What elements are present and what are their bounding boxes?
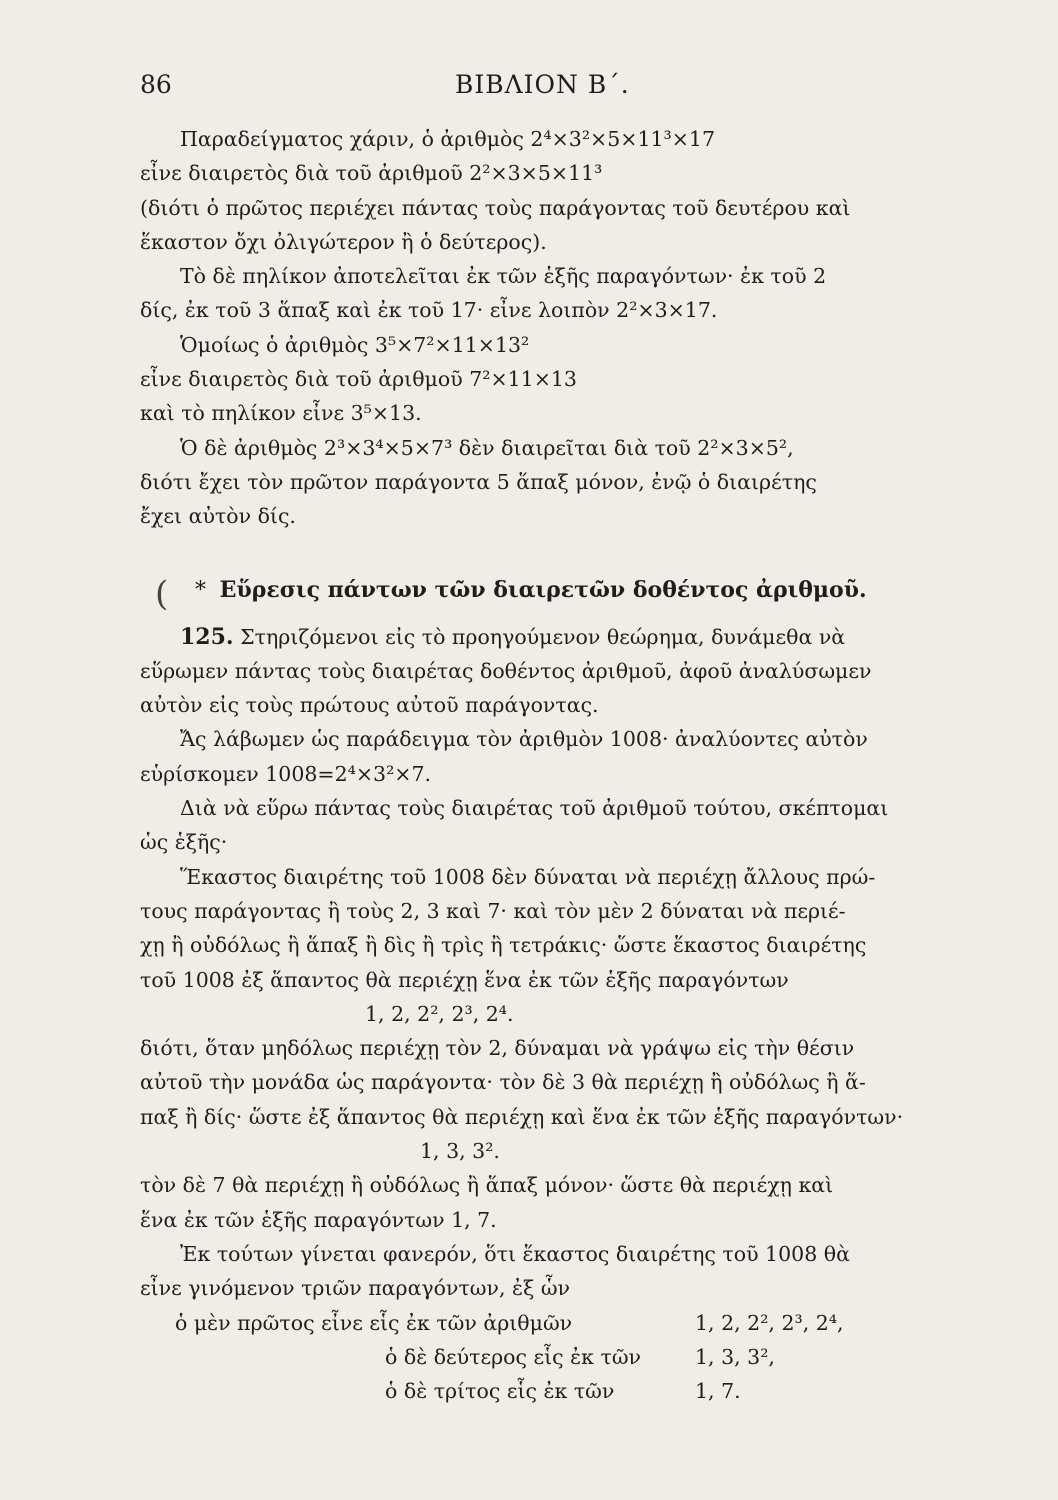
text-line: Τὸ δὲ πηλίκον ἀποτελεῖται ἐκ τῶν ἑξῆς παραγόντων· ἐκ τοῦ 2 [180, 264, 827, 289]
text-line: εἶνε γινόμενον τριῶν παραγόντων, ἐξ ὧν [140, 1276, 571, 1301]
text-line: εὕρωμεν πάντας τοὺς διαιρέτας δοθέντος ἀριθμοῦ, ἀφοῦ ἀναλύσωμεν [140, 658, 872, 683]
text-line: τὸν δὲ 7 θὰ περιέχῃ ἢ οὐδόλως ἢ ἅπαξ μόνον· ὥστε θὰ περιέχῃ καὶ [140, 1173, 834, 1198]
table-row-values: 1, 7. [695, 1379, 741, 1404]
table-row-values: 1, 3, 3², [695, 1344, 775, 1369]
text-line: παξ ἢ δίς· ὥστε ἐξ ἅπαντος θὰ περιέχῃ καὶ ἕνα ἐκ τῶν ἑξῆς παραγόντων· [140, 1104, 904, 1129]
paragraph-each-divisor [140, 860, 970, 997]
section-heading [140, 560, 970, 620]
section-star: * [195, 577, 206, 603]
body-text [140, 122, 970, 1408]
section-title: Εὕρεσις πάντων τῶν διαιρετῶν δοθέντος ἀριθμοῦ. [219, 576, 867, 603]
paragraph-example-1008 [140, 722, 970, 791]
paragraph-quotient [140, 259, 970, 328]
text-line: (διότι ὁ πρῶτος περιέχει πάντας τοὺς παράγοντας τοῦ δευτέρου καὶ [140, 195, 851, 220]
text-line: καὶ τὸ πηλίκον εἶνε 3⁵×13. [140, 401, 422, 426]
margin-bracket: ( [155, 573, 169, 614]
table-row-label: ὁ δὲ δεύτερος εἷς ἐκ τῶν [385, 1344, 641, 1369]
text-line: τους παράγοντας ἢ τοὺς 2, 3 καὶ 7· καὶ τὸν μὲν 2 δύναται νὰ περιέ- [140, 898, 846, 923]
table-row-label: ὁ μὲν πρῶτος εἶνε εἷς ἐκ τῶν ἀριθμῶν [175, 1310, 573, 1335]
text-line: Ὁ δὲ ἀριθμὸς 2³×3⁴×5×7³ δὲν διαιρεῖται διὰ τοῦ 2²×3×5², [180, 435, 794, 460]
paragraph-because [140, 1031, 970, 1134]
text-line: Ἐκ τούτων γίνεται φανερόν, ὅτι ἕκαστος διαιρέτης τοῦ 1008 θὰ [180, 1241, 850, 1266]
table-row [140, 1374, 970, 1408]
text-line: διότι, ὅταν μηδόλως περιέχῃ τὸν 2, δύναμαι νὰ γράψω εἰς τὴν θέσιν [140, 1036, 855, 1061]
text-line: εὑρίσκομεν 1008=2⁴×3²×7. [140, 761, 432, 786]
text-line: εἶνε διαιρετὸς διὰ τοῦ ἀριθμοῦ 2²×3×5×11³ [140, 161, 603, 186]
text-line: ἕκαστον ὄχι ὀλιγώτερον ἢ ὁ δεύτερος). [140, 229, 547, 254]
paragraph-counterexample [140, 431, 970, 534]
text-line: Διὰ νὰ εὕρω πάντας τοὺς διαιρέτας τοῦ ἀριθμοῦ τούτου, σκέπτομαι [180, 796, 889, 821]
paragraph-seven [140, 1168, 970, 1237]
paragraph-125 [140, 620, 970, 723]
text-line: χῃ ἢ οὐδόλως ἢ ἅπαξ ἢ δὶς ἢ τρὶς ἢ τετράκις· ὥστε ἕκαστος διαιρέτης [140, 933, 867, 958]
text-line: Ὁμοίως ὁ ἀριθμὸς 3⁵×7²×11×13² [180, 332, 530, 357]
text-line: διότι ἔχει τὸν πρῶτον παράγοντα 5 ἅπαξ μόνον, ἐνῷ ὁ διαιρέτης [140, 469, 817, 494]
text-line: ἔχει αὐτὸν δίς. [140, 504, 296, 529]
table-row [140, 1306, 970, 1340]
factor-list-two: 1, 2, 2², 2³, 2⁴. [365, 1001, 514, 1026]
paragraph-number: 125. [180, 623, 234, 650]
paragraph-reasoning [140, 791, 970, 860]
page-header [140, 70, 970, 110]
text-line: ἕνα ἐκ τῶν ἑξῆς παραγόντων 1, 7. [140, 1207, 497, 1232]
running-head: ΒΙΒΛΙΟΝ Β΄. [455, 70, 630, 99]
text-line: αὐτοῦ τὴν μονάδα ὡς παράγοντα· τὸν δὲ 3 θὰ περιέχῃ ἢ οὐδόλως ἢ ἅ- [140, 1070, 866, 1095]
page-number: 86 [140, 70, 172, 99]
text-line: Παραδείγματος χάριν, ὁ ἀριθμὸς 2⁴×3²×5×11³×17 [180, 127, 716, 151]
text-line: Ἕκαστος διαιρέτης τοῦ 1008 δὲν δύναται νὰ περιέχῃ ἄλλους πρώ- [180, 864, 876, 889]
text-line: Ἄς λάβωμεν ὡς παράδειγμα τὸν ἀριθμὸν 1008· ἀναλύοντες αὐτὸν [180, 727, 868, 752]
text-line: αὐτὸν εἰς τοὺς πρώτους αὐτοῦ παράγοντας. [140, 693, 599, 718]
paragraph-example-1 [140, 122, 970, 259]
table-row-values: 1, 2, 2², 2³, 2⁴, [695, 1310, 844, 1335]
text-line: τοῦ 1008 ἐξ ἅπαντος θὰ περιέχῃ ἕνα ἐκ τῶν ἑξῆς παραγόντων [140, 967, 789, 992]
text-line [140, 620, 970, 654]
paragraph-first-text: Στηριζόμενοι εἰς τὸ προηγούμενον θεώρημα, δυνάμεθα νὰ [233, 624, 846, 649]
paragraph-example-2 [140, 328, 970, 431]
factor-list-three: 1, 3, 3². [420, 1139, 500, 1164]
factor-table [140, 1306, 970, 1409]
text-line: δίς, ἐκ τοῦ 3 ἅπαξ καὶ ἐκ τοῦ 17· εἶνε λοιπὸν 2²×3×17. [140, 298, 718, 323]
text-line: ὡς ἑξῆς· [140, 830, 228, 855]
paragraph-conclusion [140, 1237, 970, 1306]
table-row [140, 1340, 970, 1374]
table-row-label: ὁ δὲ τρίτος εἷς ἐκ τῶν [385, 1379, 615, 1404]
section-gap [140, 534, 970, 560]
text-line: εἶνε διαιρετὸς διὰ τοῦ ἀριθμοῦ 7²×11×13 [140, 367, 577, 392]
